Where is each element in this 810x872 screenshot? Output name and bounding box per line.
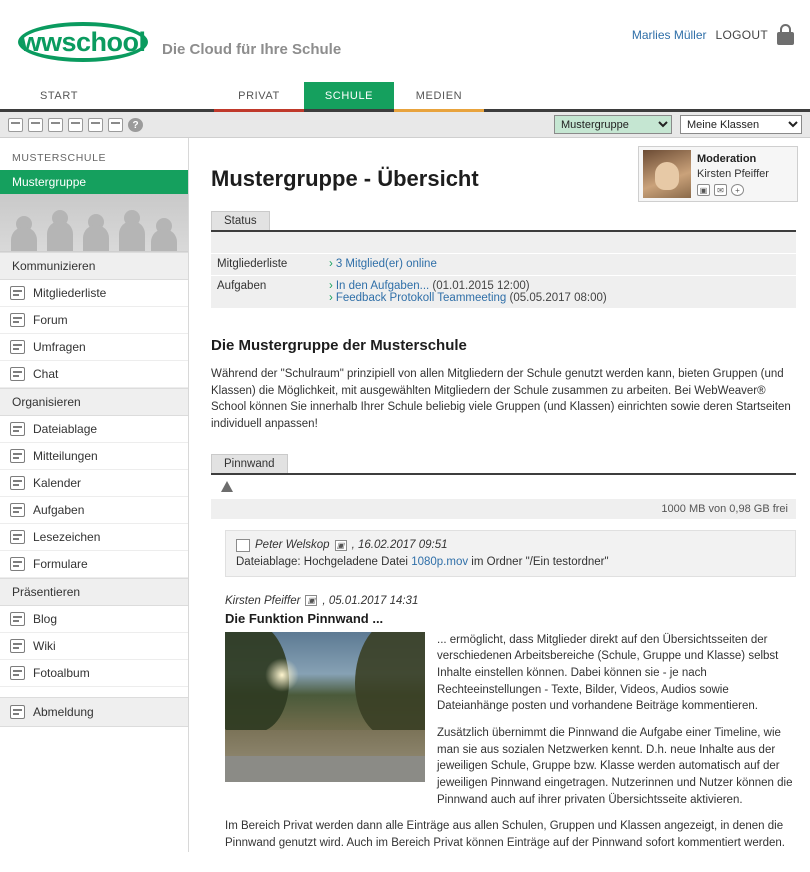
logout-icon (10, 705, 25, 719)
sidebar-item-wiki[interactable] (0, 633, 188, 660)
header-user-area (632, 24, 794, 45)
tab-medien[interactable]: MEDIEN (394, 82, 484, 112)
post-date: , 05.01.2017 14:31 (322, 594, 419, 607)
post-line-prefix: Dateiablage: Hochgeladene Datei (236, 555, 412, 568)
link-icon[interactable] (8, 118, 23, 132)
sidebar (0, 138, 189, 852)
lock-icon[interactable] (777, 24, 794, 45)
sidebar-item-label: Wiki (33, 639, 56, 653)
row-value (329, 254, 437, 275)
table-row (211, 276, 796, 309)
tasks-icon (10, 503, 25, 517)
page-title: Mustergruppe - Übersicht (211, 166, 479, 191)
sidebar-item-label: Dateiablage (33, 422, 98, 436)
book-icon[interactable] (68, 118, 83, 132)
user-name-link[interactable]: Marlies Müller (631, 27, 707, 42)
toolbar-selects (554, 115, 802, 134)
tab-start[interactable]: START (14, 82, 104, 109)
sidebar-item-label: Kalender (33, 476, 82, 490)
sidebar-item-label: Formulare (33, 557, 88, 571)
row-value (329, 276, 607, 308)
sidebar-item-lesezeichen[interactable] (0, 524, 188, 551)
members-icon (10, 286, 25, 300)
utility-toolbar (0, 112, 810, 138)
tab-status[interactable]: Status (211, 211, 270, 230)
chat-icon (10, 367, 25, 381)
sidebar-school-label: MUSTERSCHULE (12, 152, 107, 164)
contacts-icon[interactable] (48, 118, 63, 132)
sidebar-item-abmeldung[interactable] (0, 697, 188, 727)
sidebar-item-chat[interactable] (0, 361, 188, 388)
list-item (225, 587, 796, 852)
sidebar-item-dateiablage[interactable] (0, 416, 188, 443)
tab-privat[interactable]: PRIVAT (214, 82, 304, 112)
moderation-icons (697, 184, 769, 196)
post-paragraph: ... ermöglicht, dass Mitglieder direkt auf den Übersichtsseiten der verschiedenen Arbeitsbereiche (Schule, Gruppe und Klasse) selbst Inhalte einstellen können. Dabei können sie - je nach Rechteeinstellungen - Texte, Bilder, Videos, Audios sowie Dateianhänge posten und vorhandene Beiträge kommentieren. (437, 633, 779, 713)
group-photo (0, 194, 188, 252)
task-link[interactable]: In den Aufgaben... (335, 280, 430, 292)
table-row (211, 254, 796, 276)
profile-icon[interactable]: ▣ (335, 540, 347, 551)
sidebar-item-mitteilungen[interactable] (0, 443, 188, 470)
post-text (437, 632, 796, 809)
status-tabstrip (211, 210, 796, 232)
mail-icon[interactable]: ✉ (714, 184, 727, 196)
sidebar-item-label: Aufgaben (33, 503, 85, 517)
sidebar-item-label: Mitteilungen (33, 449, 98, 463)
tab-pinnwand[interactable]: Pinnwand (211, 454, 288, 473)
sidebar-item-blog[interactable] (0, 606, 188, 633)
print-icon[interactable] (108, 118, 123, 132)
forum-icon (10, 313, 25, 327)
sidebar-item-label: Umfragen (33, 340, 86, 354)
file-link[interactable]: 1080p.mov (411, 555, 469, 568)
moderation-title: Moderation (697, 152, 757, 165)
toolbar-icon-group (8, 118, 143, 132)
sidebar-item-label: Abmeldung (33, 705, 94, 719)
moderation-box (638, 146, 798, 202)
section-text: Während der "Schulraum" prinzipiell von allen Mitgliedern der Schule genutzt werden kann, bieten Gruppen (und Klassen) die Möglichkeit, mit ausgewählten Mitgliedern der Schule zusammen zu arbeiten. Bei WebWeaver® School können Sie innerhalb Ihrer Schule beliebig viele Gruppen (und Klassen) einrichten sowie deren Startseiten individuell anpassen! (211, 368, 791, 431)
sidebar-item-kalender[interactable] (0, 470, 188, 497)
task-link[interactable]: Feedback Protokoll Teammeeting (335, 292, 507, 304)
logo-text: wwschool (20, 26, 146, 57)
pinnwand-tabstrip (211, 453, 796, 475)
moderation-name: Kirsten Pfeiffer (697, 167, 769, 180)
members-online-link[interactable]: 3 Mitglied(er) online (335, 258, 437, 270)
post-line (236, 556, 785, 568)
poll-icon (10, 340, 25, 354)
post-paragraph: Zusätzlich übernimmt die Pinnwand die Aufgabe einer Timeline, wie man sie aus sozialen Netzwerken kennt. D.h. neue Inhalte aus der jeweiligen Schule, Gruppe bzw. Klasse werden automatisch auf der jeweiligen Pinnwand eingetragen. Nutzerinnen und Nutzer können die Pinnwand auch auf ihrer privaten Übersichtsseite aktivieren. (437, 727, 793, 806)
pinnwand-section (211, 453, 796, 852)
note-icon[interactable] (28, 118, 43, 132)
copy-icon[interactable] (88, 118, 103, 132)
row-label: Mitgliederliste (217, 258, 288, 270)
sidebar-section-praesentieren: Präsentieren (0, 578, 188, 606)
sidebar-item-label: Forum (33, 313, 68, 327)
blog-icon (10, 612, 25, 626)
post-line-suffix: im Ordner "/Ein testordner" (468, 555, 609, 568)
bookmark-icon (10, 530, 25, 544)
sidebar-item-mitgliederliste[interactable] (0, 280, 188, 307)
logo[interactable] (18, 22, 341, 62)
profile-icon[interactable]: ▣ (697, 184, 710, 196)
chevron-right-icon: › (329, 280, 333, 292)
sidebar-item-formulare[interactable] (0, 551, 188, 578)
sidebar-item-umfragen[interactable] (0, 334, 188, 361)
avatar (643, 150, 691, 198)
task-date: (01.01.2015 12:00) (432, 280, 530, 292)
post-date: , 16.02.2017 09:51 (351, 539, 448, 552)
sidebar-section-kommunizieren: Kommunizieren (0, 252, 188, 280)
warning-icon (221, 481, 233, 492)
main-tabbar (0, 82, 810, 112)
sidebar-item-label: Blog (33, 612, 58, 626)
chevron-right-icon: › (329, 292, 333, 304)
post-footer-paragraph: Im Bereich Privat werden dann alle Einträge aus allen Schulen, Gruppen und Klassen angezeigt, in denen die Pinnwand genutzt wird. Auch im Bereich Privat können Einträge auf der Pinnwand sofort kommentiert werden. (225, 820, 785, 850)
profile-icon[interactable]: ▣ (305, 595, 317, 606)
chevron-right-icon: › (329, 258, 333, 270)
sidebar-item-label: Lesezeichen (33, 530, 101, 544)
sidebar-item-label: Mitgliederliste (33, 286, 107, 300)
sidebar-item-fotoalbum[interactable] (0, 660, 188, 687)
calendar-icon (10, 476, 25, 490)
sidebar-item-label: Chat (33, 367, 59, 381)
logout-link[interactable]: LOGOUT (715, 27, 768, 42)
moderation-info (697, 152, 769, 197)
page-body (0, 138, 810, 852)
mail-icon (10, 449, 25, 463)
post-author[interactable]: Kirsten Pfeiffer (225, 594, 301, 607)
post-title: Die Funktion Pinnwand ... (225, 610, 384, 626)
post-author[interactable]: Peter Welskop (255, 539, 330, 552)
post-body (225, 632, 796, 809)
sidebar-item-label: Fotoalbum (33, 666, 90, 680)
row-label: Aufgaben (217, 280, 267, 292)
sidebar-item-aufgaben[interactable] (0, 497, 188, 524)
pinnwand-warning-row (211, 475, 796, 499)
page-header (0, 0, 810, 82)
tab-schule[interactable]: SCHULE (304, 82, 394, 109)
form-icon (10, 557, 25, 571)
section-title: Die Mustergruppe der Musterschule (211, 337, 467, 354)
photo-icon (10, 666, 25, 680)
post-header (225, 595, 796, 607)
task-date: (05.05.2017 08:00) (509, 292, 607, 304)
wiki-icon (10, 639, 25, 653)
sidebar-item-mustergruppe[interactable]: Mustergruppe (0, 170, 188, 194)
help-icon[interactable] (128, 118, 143, 132)
list-item (225, 530, 796, 577)
group-select[interactable] (554, 115, 672, 134)
post-header (236, 539, 785, 552)
post-image (225, 632, 425, 782)
sidebar-item-forum[interactable] (0, 307, 188, 334)
folder-icon (10, 422, 25, 436)
logo-tagline: Die Cloud für Ihre Schule (162, 40, 342, 58)
file-icon (236, 539, 250, 552)
main-content (189, 138, 810, 852)
logo-oval (18, 22, 148, 62)
add-icon[interactable]: + (731, 184, 744, 196)
class-select[interactable] (680, 115, 802, 134)
status-empty-row (211, 232, 796, 254)
sidebar-section-organisieren: Organisieren (0, 388, 188, 416)
quota-label: 1000 MB von 0,98 GB frei (211, 499, 796, 520)
